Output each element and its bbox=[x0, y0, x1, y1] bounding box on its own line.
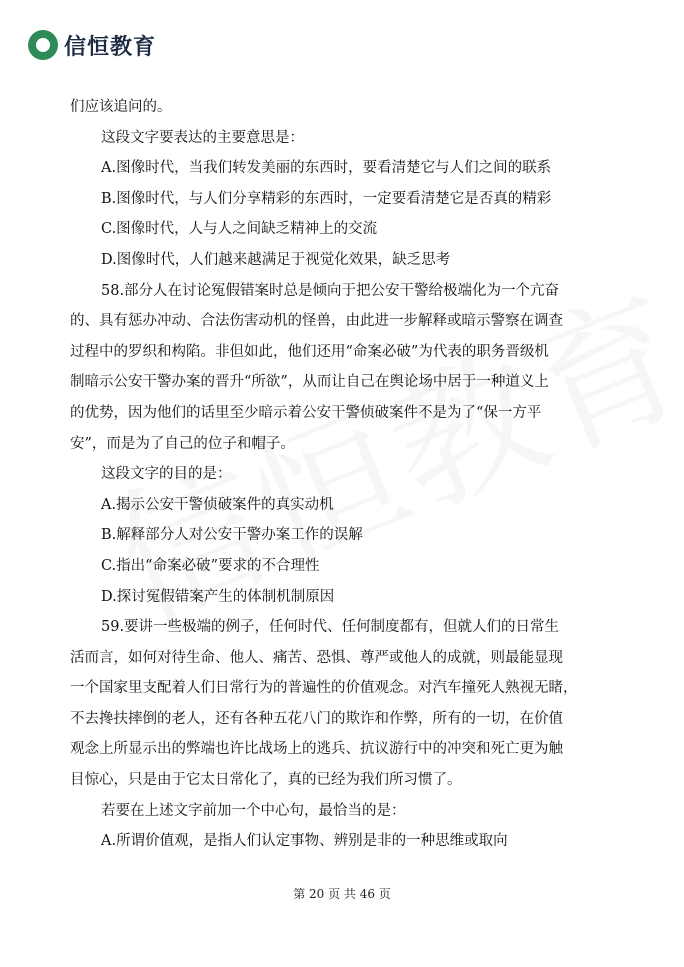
brand-name: 信恒教育 bbox=[64, 34, 157, 60]
document-body bbox=[70, 92, 616, 857]
text-line: 这段文字要表达的主要意思是： bbox=[101, 129, 304, 146]
text-line: 的优势，因为他们的话里至少暗示着公安干警侦破案件不是为了“保一方平 bbox=[70, 404, 542, 421]
text-line: D.探讨冤假错案产生的体制机制原因 bbox=[101, 588, 335, 605]
text-line: 活而言，如何对待生命、他人、痛苦、恐惧、尊严或他人的成就，则最能显现 bbox=[70, 649, 563, 666]
page-number: 第 20 页 共 46 页 bbox=[293, 887, 391, 901]
text-line: 目惊心，只是由于它太日常化了，真的已经为我们所习惯了。 bbox=[70, 772, 462, 789]
text-line: A.图像时代，当我们转发美丽的东西时，要看清楚它与人们之间的联系 bbox=[101, 160, 552, 177]
text-line: C.指出“命案必破”要求的不合理性 bbox=[101, 557, 320, 574]
text-line: D.图像时代，人们越来越满足于视觉化效果，缺乏思考 bbox=[101, 251, 451, 268]
text-line: 制暗示公安干警办案的晋升“所欲”，从而让自己在舆论场中居于一种道义上 bbox=[70, 374, 549, 391]
text-line: 若要在上述文字前加一个中心句，最恰当的是： bbox=[101, 802, 406, 819]
text-line: B.图像时代，与人们分享精彩的东西时，一定要看清楚它是否真的精彩 bbox=[101, 190, 552, 207]
text-line: 的、具有惩办冲动、合法伤害动机的怪兽，由此进一步解释或暗示警察在调查 bbox=[70, 313, 563, 330]
text-line: 们应该追问的。 bbox=[70, 99, 172, 115]
text-line: 这段文字的目的是： bbox=[101, 466, 232, 483]
header bbox=[28, 28, 156, 62]
text-line: B.解释部分人对公安干警办案工作的误解 bbox=[101, 527, 363, 544]
text-line: 安”，而是为了自己的位子和帽子。 bbox=[70, 435, 295, 452]
text-line: A.所谓价值观，是指人们认定事物、辨别是非的一种思维或取向 bbox=[101, 833, 508, 850]
brand-logo-icon bbox=[28, 30, 58, 60]
text-line: A.揭示公安干警侦破案件的真实动机 bbox=[101, 496, 334, 513]
text-line: 不去搀扶摔倒的老人，还有各种五花八门的欺诈和作弊，所有的一切，在价值 bbox=[70, 710, 563, 727]
text-line: 59.要讲一些极端的例子，任何时代、任何制度都有，但就人们的日常生 bbox=[101, 619, 560, 636]
text-line: 一个国家里支配着人们日常行为的普遍性的价值观念。对汽车撞死人熟视无睹， bbox=[70, 680, 578, 697]
text-line: 58.部分人在讨论冤假错案时总是倾向于把公安干警给极端化为一个亢奋 bbox=[101, 282, 560, 299]
text-line: C.图像时代，人与人之间缺乏精神上的交流 bbox=[101, 221, 378, 238]
text-line: 观念上所显示出的弊端也许比战场上的逃兵、抗议游行中的冲突和死亡更为触 bbox=[70, 741, 563, 758]
text-line: 过程中的罗织和构陷。非但如此，他们还用“命案必破”为代表的职务晋级机 bbox=[70, 343, 549, 360]
